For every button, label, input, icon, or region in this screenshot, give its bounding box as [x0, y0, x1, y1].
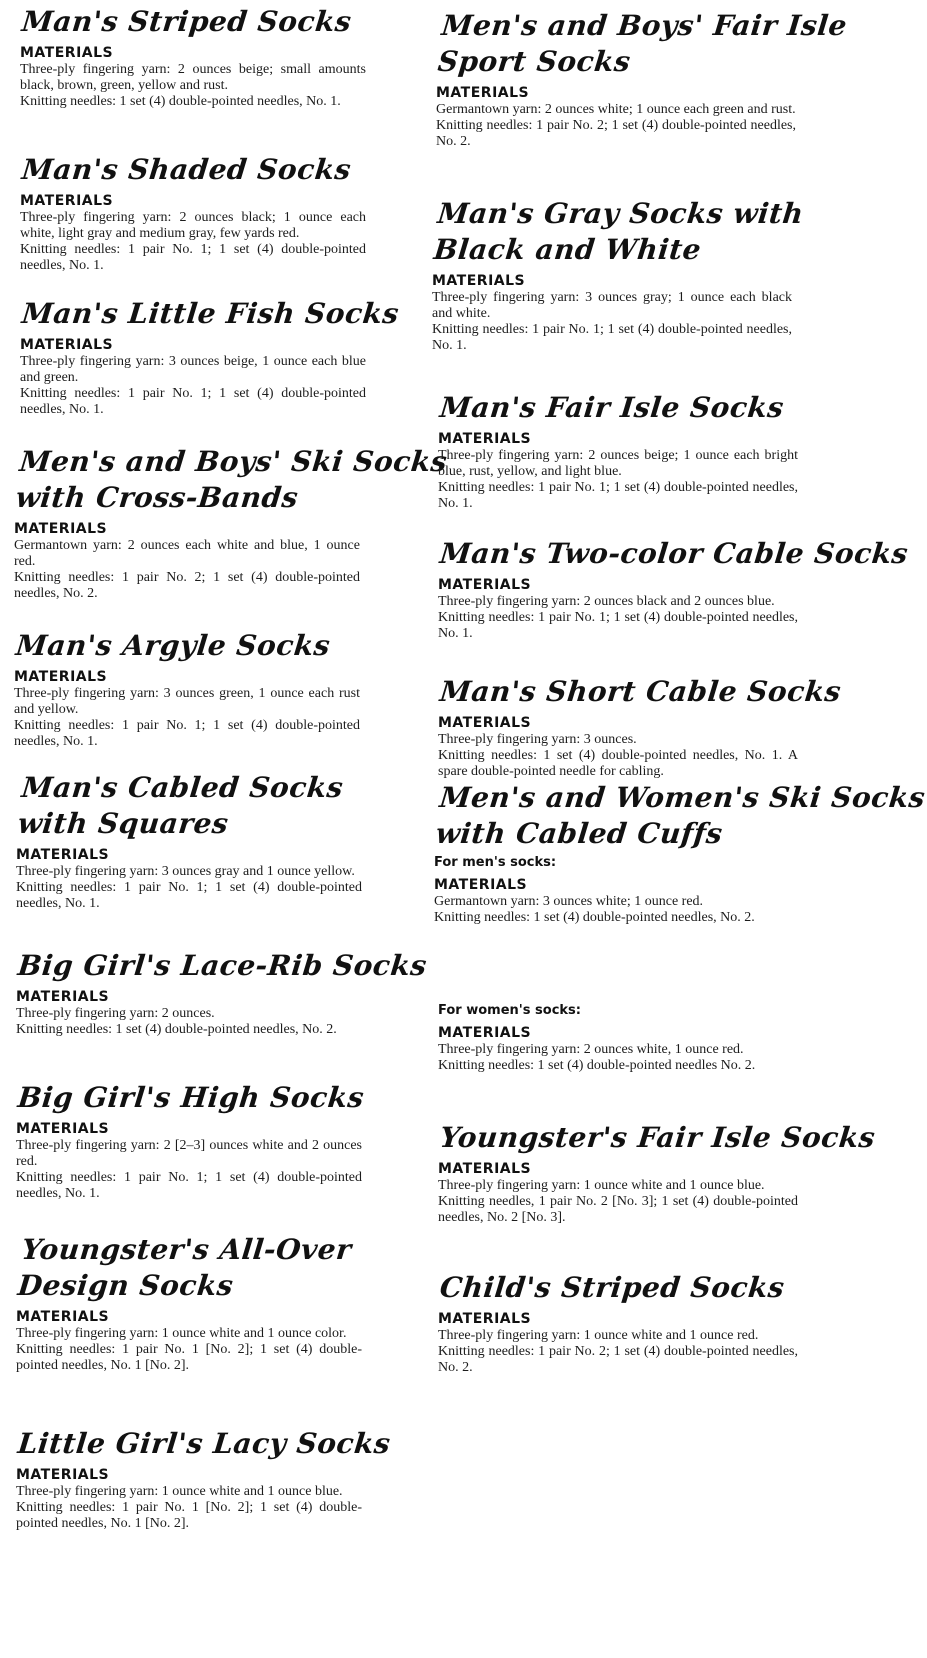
materials-heading: MATERIALS	[20, 45, 114, 61]
pattern-title	[438, 1120, 877, 1156]
pattern-title	[438, 536, 910, 572]
yarn-requirement: Three-ply fingering yarn: 3 ounces green, 1 ounce each rust and yellow.	[14, 686, 360, 717]
materials-heading: MATERIALS	[438, 715, 532, 731]
yarn-requirement: Three-ply fingering yarn: 3 ounces.	[438, 732, 637, 747]
materials-heading: MATERIALS	[20, 193, 114, 209]
yarn-requirement: Three-ply fingering yarn: 2 ounces beige; 1 ounce each bright blue, rust, yellow, and light blue.	[438, 448, 798, 479]
pattern-title	[20, 152, 370, 188]
pattern-title	[16, 948, 429, 984]
pattern-title	[16, 1080, 366, 1116]
pattern-entry	[14, 444, 449, 602]
pattern-entry	[16, 1426, 393, 1532]
needle-requirement: Knitting needles: 1 set (4) double-pointed needles, No. 2.	[16, 1022, 337, 1037]
needle-requirement: Knitting needles: 1 pair No. 1; 1 set (4) double-pointed needles, No. 1.	[438, 610, 798, 641]
materials-heading: MATERIALS	[434, 877, 528, 893]
materials-heading: MATERIALS	[432, 273, 526, 289]
yarn-requirement: Three-ply fingering yarn: 2 ounces white, 1 ounce red.	[438, 1042, 744, 1057]
yarn-requirement: Three-ply fingering yarn: 2 ounces black and 2 ounces blue.	[438, 594, 775, 609]
pattern-title	[16, 770, 370, 842]
pattern-title-line: Man's Fair Isle Socks	[438, 391, 786, 424]
yarn-requirement: Three-ply fingering yarn: 1 ounce white and 1 ounce color.	[16, 1326, 347, 1341]
pattern-entry	[16, 1080, 366, 1202]
pattern-title-line: Men's and Boys' Ski Socks	[17, 445, 449, 478]
materials-heading: MATERIALS	[14, 521, 108, 537]
pattern-title-line: with Cabled Cuffs	[434, 817, 725, 850]
materials-heading: MATERIALS	[20, 337, 114, 353]
materials-heading: MATERIALS	[438, 431, 532, 447]
pattern-title-line: Youngster's Fair Isle Socks	[438, 1121, 877, 1154]
pattern-title-line: Big Girl's Lace-Rib Socks	[16, 949, 429, 982]
pattern-title-line: Man's Little Fish Socks	[20, 297, 401, 330]
materials-heading: MATERIALS	[16, 989, 110, 1005]
yarn-requirement: Three-ply fingering yarn: 3 ounces gray; 1 ounce each black and white.	[432, 290, 792, 321]
needle-requirement: Knitting needles: 1 pair No. 1; 1 set (4) double-pointed needles, No. 1.	[20, 242, 366, 273]
pattern-entry	[438, 674, 843, 780]
pattern-title-line: Design Socks	[16, 1269, 235, 1302]
needle-requirement: Knitting needles: 1 pair No. 1 [No. 2]; 1 set (4) double-pointed needles, No. 1 [No. 2].	[16, 1500, 362, 1531]
pattern-entry	[20, 4, 366, 110]
yarn-requirement: Three-ply fingering yarn: 2 [2–3] ounces white and 2 ounces red.	[16, 1138, 362, 1169]
yarn-requirement: Three-ply fingering yarn: 1 ounce white and 1 ounce blue.	[438, 1178, 765, 1193]
pattern-title-line: Black and White	[432, 233, 703, 266]
pattern-entry	[436, 8, 849, 150]
needle-requirement: Knitting needles: 1 pair No. 2; 1 set (4) double-pointed needles, No. 2.	[436, 118, 796, 149]
materials-heading: MATERIALS	[14, 669, 108, 685]
materials-heading: MATERIALS	[438, 1311, 532, 1327]
needle-requirement: Knitting needles: 1 pair No. 2; 1 set (4) double-pointed needles, No. 2.	[438, 1344, 798, 1375]
needle-requirement: Knitting needles, 1 pair No. 2 [No. 3]; 1 set (4) double-pointed needles, No. 2 [No. 3].	[438, 1194, 798, 1225]
pattern-entry	[434, 780, 927, 926]
pattern-title	[436, 8, 849, 80]
pattern-title-line: Big Girl's High Socks	[16, 1081, 366, 1114]
pattern-title	[14, 628, 364, 664]
needle-requirement: Knitting needles: 1 set (4) double-pointed needles No. 2.	[438, 1058, 756, 1073]
needle-requirement: Knitting needles: 1 pair No. 1; 1 set (4) double-pointed needles, No. 1.	[20, 386, 366, 417]
pattern-title	[20, 4, 370, 40]
needle-requirement: Knitting needles: 1 pair No. 1; 1 set (4) double-pointed needles, No. 1.	[438, 480, 798, 511]
needle-requirement: Knitting needles: 1 pair No. 1; 1 set (4) double-pointed needles, No. 1.	[432, 322, 792, 353]
materials-heading: MATERIALS	[438, 1161, 532, 1177]
pattern-entry	[16, 1232, 362, 1374]
pattern-title-line: Man's Two-color Cable Socks	[438, 537, 910, 570]
pattern-subheading: For men's socks:	[434, 855, 557, 870]
materials-heading: MATERIALS	[438, 1025, 532, 1041]
pattern-entry	[20, 296, 401, 418]
pattern-title-line: Child's Striped Socks	[438, 1271, 787, 1304]
pattern-title-line: Men's and Women's Ski Socks	[437, 781, 927, 814]
needle-requirement: Knitting needles: 1 set (4) double-pointed needles, No. 2.	[434, 910, 755, 925]
pattern-title	[16, 1426, 393, 1462]
pattern-title	[14, 444, 449, 516]
pattern-title-line: Men's and Boys' Fair Isle	[439, 9, 849, 42]
pattern-title	[438, 674, 843, 710]
yarn-requirement: Germantown yarn: 2 ounces white; 1 ounce each green and rust.	[436, 102, 796, 117]
needle-requirement: Knitting needles: 1 pair No. 1; 1 set (4) double-pointed needles, No. 1.	[16, 1170, 362, 1201]
pattern-title	[438, 390, 802, 426]
pattern-entry	[432, 196, 806, 354]
yarn-requirement: Three-ply fingering yarn: 3 ounces beige, 1 ounce each blue and green.	[20, 354, 366, 385]
materials-heading: MATERIALS	[16, 1121, 110, 1137]
pattern-entry	[438, 390, 798, 512]
needle-requirement: Knitting needles: 1 set (4) double-pointed needles, No. 1.	[20, 94, 341, 109]
materials-heading: MATERIALS	[16, 847, 110, 863]
pattern-title-line: with Squares	[16, 807, 231, 840]
yarn-requirement: Three-ply fingering yarn: 1 ounce white and 1 ounce blue.	[16, 1484, 343, 1499]
pattern-entry	[438, 1000, 798, 1074]
materials-heading: MATERIALS	[438, 577, 532, 593]
needle-requirement: Knitting needles: 1 pair No. 1; 1 set (4) double-pointed needles, No. 1.	[16, 880, 362, 911]
pattern-subheading: For women's socks:	[438, 1003, 581, 1018]
pattern-entry	[14, 628, 360, 750]
pattern-title-line: Man's Gray Socks with	[435, 197, 806, 230]
pattern-title-line: Man's Cabled Socks	[19, 771, 345, 804]
pattern-title-line: Youngster's All-Over	[19, 1233, 354, 1266]
needle-requirement: Knitting needles: 1 pair No. 2; 1 set (4) double-pointed needles, No. 2.	[14, 570, 360, 601]
pattern-title-line: Little Girl's Lacy Socks	[16, 1427, 393, 1460]
pattern-title-line: Man's Short Cable Socks	[438, 675, 843, 708]
needle-requirement: Knitting needles: 1 set (4) double-pointed needles, No. 1. A spare double-pointed needle for cabling.	[438, 748, 798, 779]
pattern-title-line: Man's Argyle Socks	[14, 629, 332, 662]
pattern-title-line: Man's Striped Socks	[20, 5, 354, 38]
materials-heading: MATERIALS	[436, 85, 530, 101]
pattern-entry	[20, 152, 366, 274]
pattern-entry	[438, 1270, 798, 1376]
pattern-entry	[16, 948, 429, 1038]
yarn-requirement: Three-ply fingering yarn: 1 ounce white and 1 ounce red.	[438, 1328, 759, 1343]
pattern-title	[434, 780, 927, 852]
materials-heading: MATERIALS	[16, 1309, 110, 1325]
pattern-title-line: Man's Shaded Socks	[20, 153, 353, 186]
yarn-requirement: Three-ply fingering yarn: 2 ounces beige; small amounts black, brown, green, yellow and rust.	[20, 62, 366, 93]
pattern-title	[16, 1232, 370, 1304]
pattern-entry	[438, 1120, 877, 1226]
needle-requirement: Knitting needles: 1 pair No. 1; 1 set (4) double-pointed needles, No. 1.	[14, 718, 360, 749]
yarn-requirement: Three-ply fingering yarn: 3 ounces gray and 1 ounce yellow.	[16, 864, 355, 879]
yarn-requirement: Three-ply fingering yarn: 2 ounces.	[16, 1006, 215, 1021]
pattern-title	[432, 196, 806, 268]
pattern-title	[438, 1270, 802, 1306]
pattern-entry	[16, 770, 362, 912]
materials-heading: MATERIALS	[16, 1467, 110, 1483]
pattern-title-line: Sport Socks	[436, 45, 633, 78]
yarn-requirement: Germantown yarn: 3 ounces white; 1 ounce red.	[434, 894, 704, 909]
pattern-title	[20, 296, 401, 332]
pattern-title-line: with Cross-Bands	[14, 481, 300, 514]
yarn-requirement: Three-ply fingering yarn: 2 ounces black; 1 ounce each white, light gray and medium gray, few yards red.	[20, 210, 366, 241]
needle-requirement: Knitting needles: 1 pair No. 1 [No. 2]; 1 set (4) double-pointed needles, No. 1 [No. 2].	[16, 1342, 362, 1373]
pattern-entry	[438, 536, 910, 642]
yarn-requirement: Germantown yarn: 2 ounces each white and blue, 1 ounce red.	[14, 538, 360, 569]
